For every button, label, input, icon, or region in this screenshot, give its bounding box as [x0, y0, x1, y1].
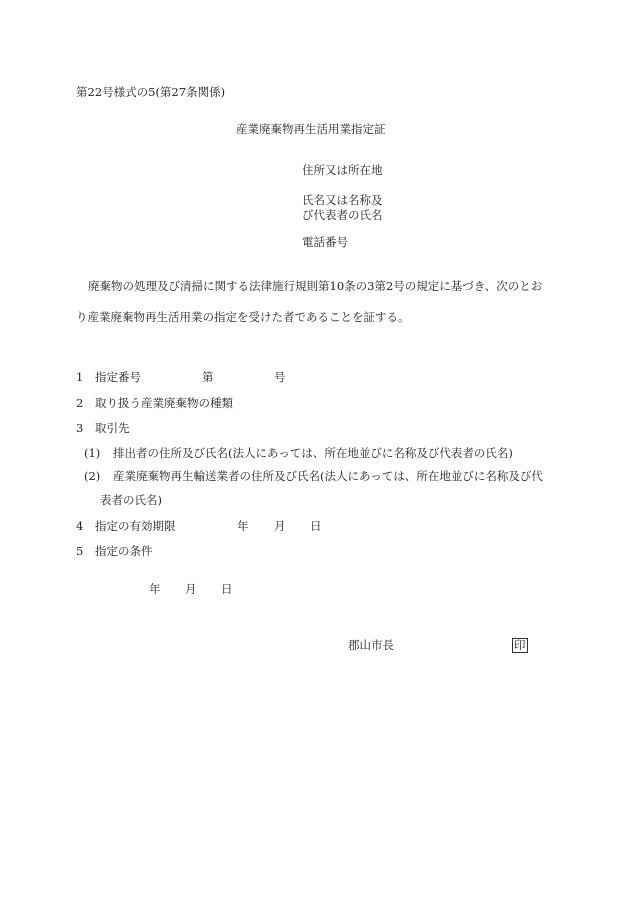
- item3-number: 3: [76, 421, 84, 435]
- body-text-line1: 廃棄物の処理及び清掃に関する法律施行規則第10条の3第2号の規定に基づき、次のとお: [88, 279, 543, 293]
- item5-label: 指定の条件: [95, 544, 153, 558]
- applicant-name-label-line1: 氏名又は名称及: [302, 193, 383, 207]
- item4-month: 月: [274, 519, 286, 533]
- issuer-name: 郡山市長: [348, 638, 394, 652]
- applicant-name-label-line2: び代表者の氏名: [302, 208, 383, 222]
- applicant-address-label: 住所又は所在地: [302, 163, 383, 177]
- form-number: 第22号様式の5(第27条関係): [76, 85, 226, 99]
- item5-number: 5: [76, 544, 84, 558]
- item3-sub2-text-line2: 表者の氏名): [100, 493, 162, 507]
- item1-number: 1: [76, 370, 84, 384]
- issue-date-day: 日: [221, 582, 233, 596]
- item4-year: 年: [237, 519, 249, 533]
- issue-date-year: 年: [149, 582, 161, 596]
- item3-sub1-text: 排出者の住所及び氏名(法人にあっては、所在地並びに名称及び代表者の氏名): [113, 446, 513, 460]
- item3-sub1-number: (1): [84, 446, 101, 460]
- body-text-line2: り産業廃棄物再生活用業の指定を受けた者であることを証する。: [76, 310, 410, 324]
- item3-sub2-text-line1: 産業廃棄物再生輸送業者の住所及び氏名(法人にあっては、所在地並びに名称及び代: [113, 469, 543, 483]
- certificate-title: 産業廃棄物再生活用業指定証: [236, 122, 386, 136]
- seal-mark: 印: [514, 638, 526, 652]
- issue-date-month: 月: [185, 582, 197, 596]
- item4-label: 指定の有効期限: [95, 519, 176, 533]
- item3-label: 取引先: [95, 421, 130, 435]
- item1-go: 号: [274, 370, 286, 384]
- item3-sub2-number: (2): [84, 469, 101, 483]
- applicant-phone-label: 電話番号: [302, 235, 348, 249]
- item4-day: 日: [310, 519, 322, 533]
- item1-dai: 第: [202, 370, 214, 384]
- item2-label: 取り扱う産業廃棄物の種類: [95, 396, 233, 410]
- item2-number: 2: [76, 396, 84, 410]
- item4-number: 4: [76, 519, 84, 533]
- item1-label: 指定番号: [95, 370, 141, 384]
